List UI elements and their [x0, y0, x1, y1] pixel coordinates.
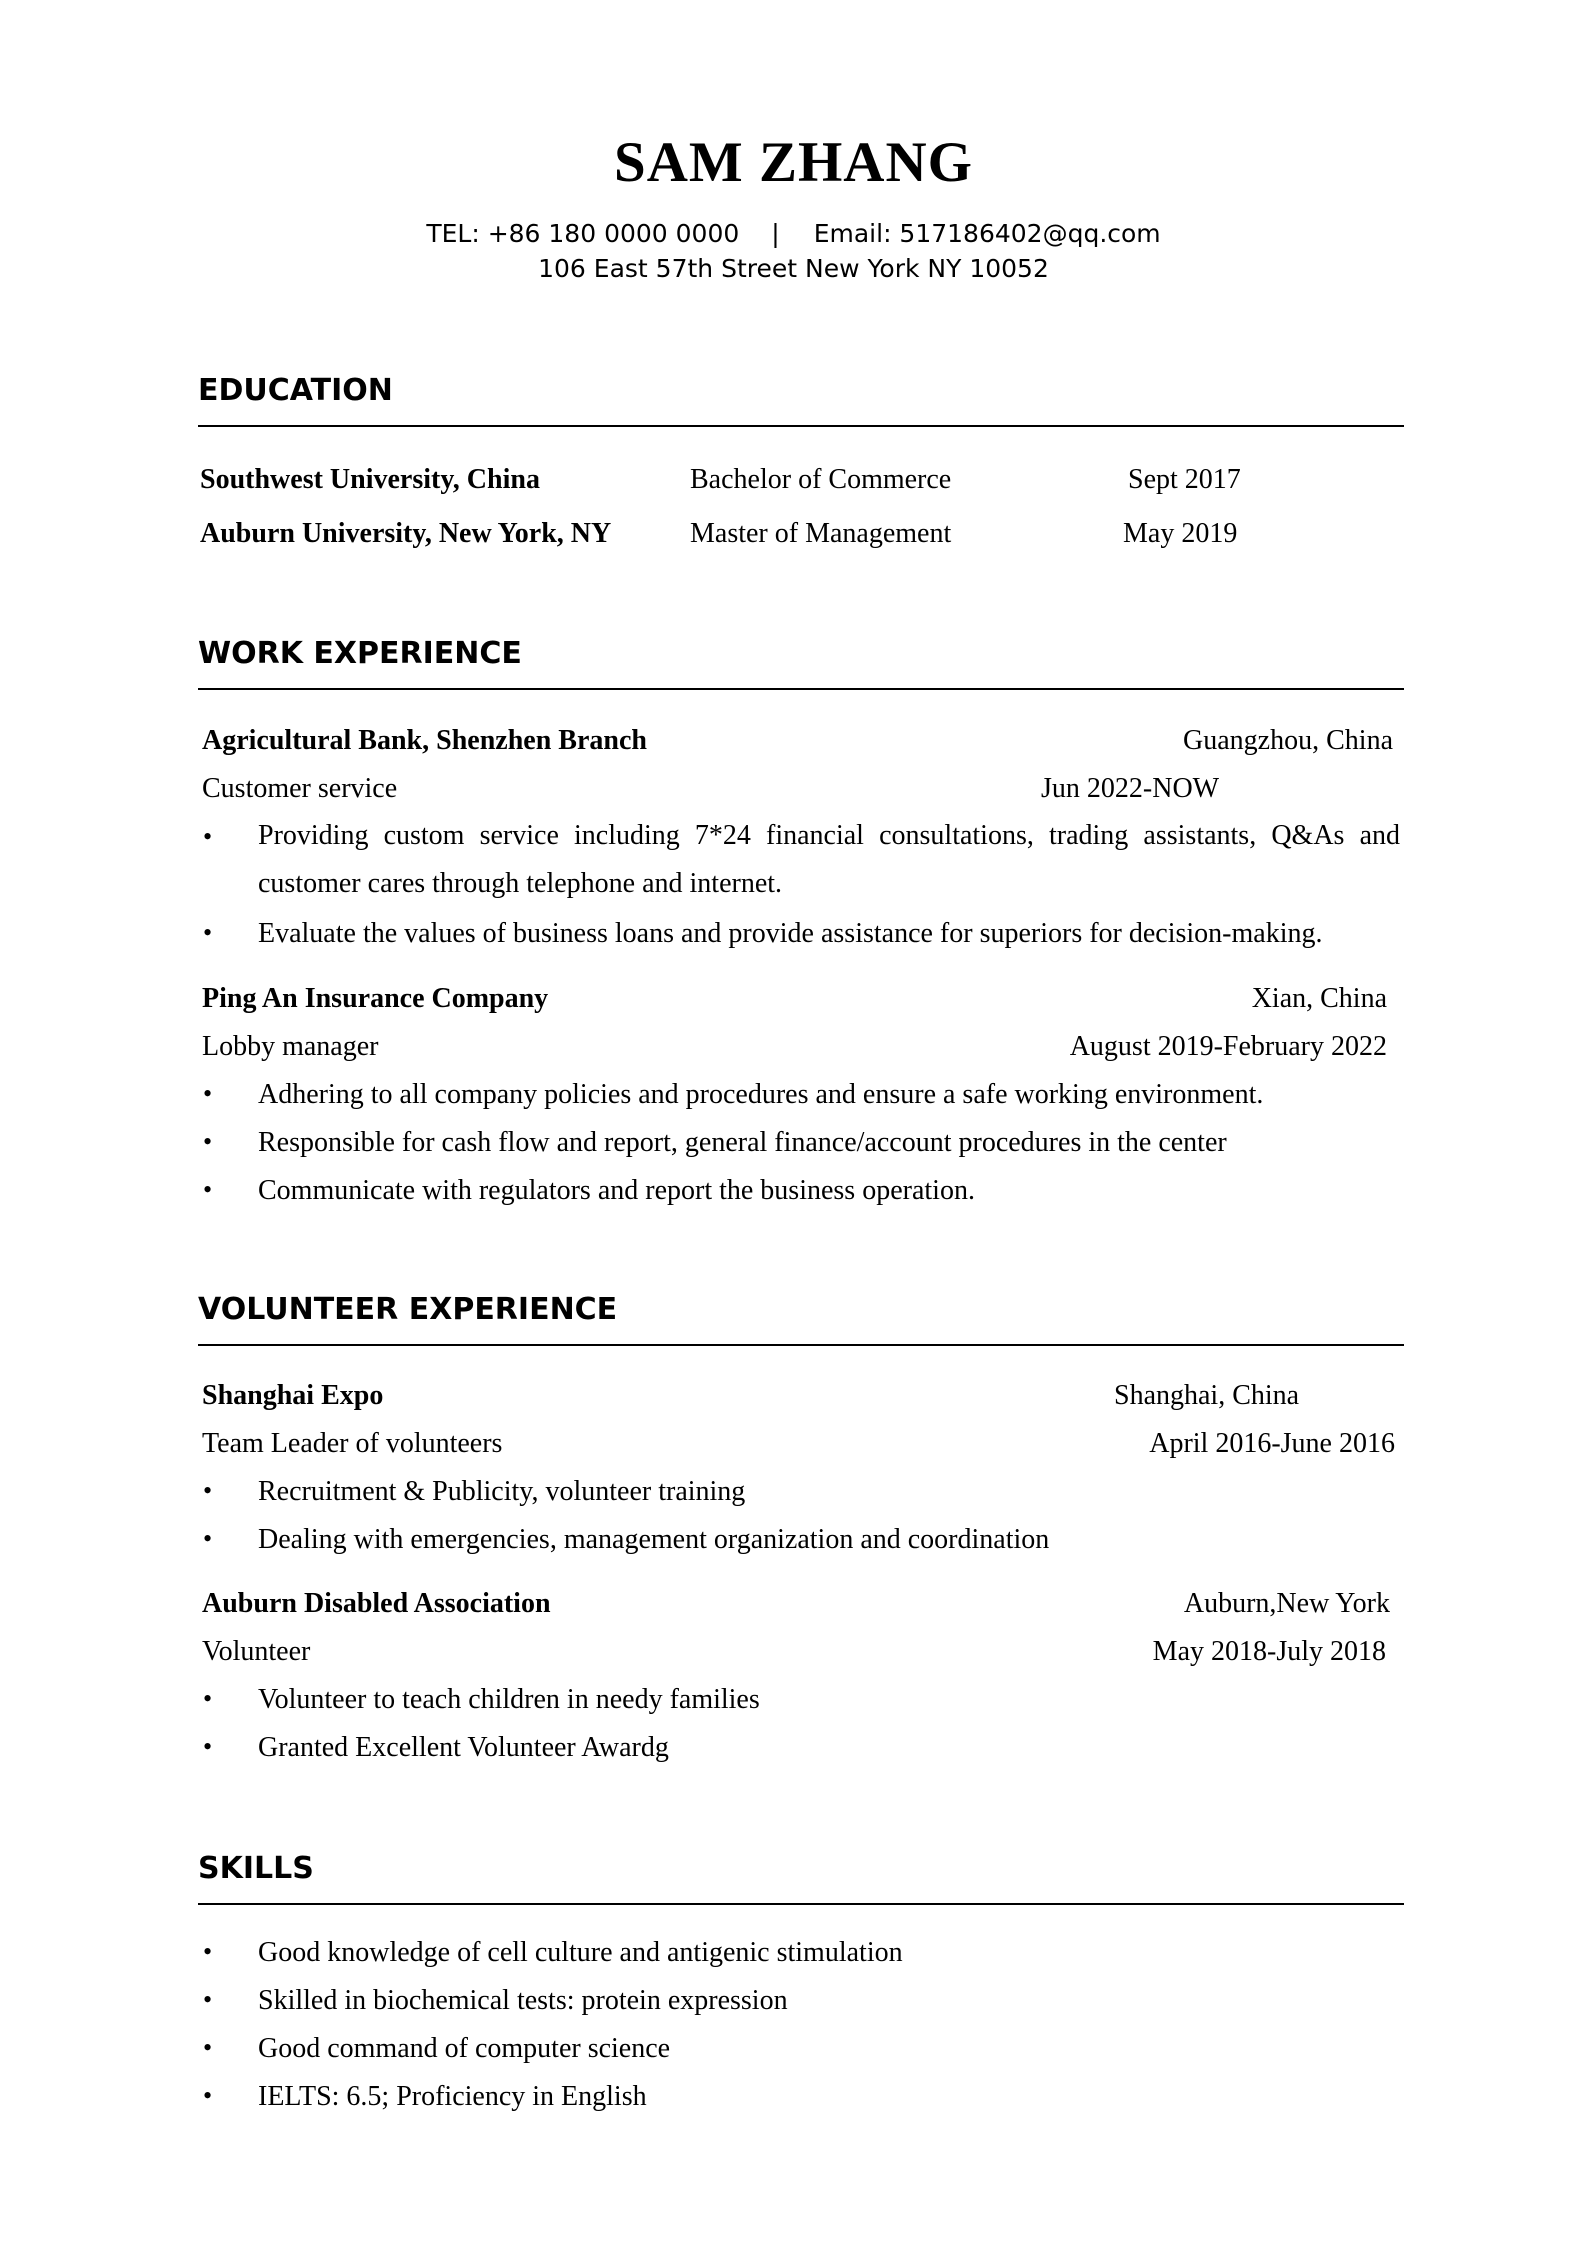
volunteer-bullet: Dealing with emergencies, management organization and coordination	[258, 1524, 1050, 1555]
education-date: May 2019	[1123, 518, 1238, 549]
bullet-icon: •	[203, 1476, 213, 1505]
bullet-icon: •	[203, 2081, 213, 2110]
job-bullet: Communicate with regulators and report the business operation.	[258, 1175, 975, 1206]
job-bullet: Adhering to all company policies and procedures and ensure a safe working environment.	[258, 1079, 1264, 1110]
volunteer-location: Auburn,New York	[1183, 1588, 1390, 1619]
volunteer-bullet: Granted Excellent Volunteer Awardg	[258, 1732, 669, 1763]
contact-line	[0, 219, 1587, 248]
bullet-icon: •	[203, 1079, 213, 1108]
skill-item: IELTS: 6.5; Proficiency in English	[258, 2081, 647, 2112]
volunteer-dates: April 2016-June 2016	[1149, 1428, 1395, 1459]
education-school: Auburn University, New York, NY	[200, 518, 612, 549]
street-address: 106 East 57th Street New York NY 10052	[538, 254, 1049, 283]
volunteer-location: Shanghai, China	[1114, 1380, 1300, 1411]
job-role: Customer service	[202, 773, 398, 804]
education-school: Southwest University, China	[200, 464, 540, 495]
job-role: Lobby manager	[202, 1031, 379, 1062]
bullet-icon: •	[203, 1175, 213, 1204]
job-location: Xian, China	[1251, 983, 1387, 1014]
section-divider	[198, 1344, 1404, 1346]
job-location: Guangzhou, China	[1183, 725, 1393, 756]
bullet-icon: •	[203, 918, 213, 947]
bullet-icon: •	[203, 822, 213, 851]
job-dates: August 2019-February 2022	[1069, 1031, 1387, 1062]
bullet-icon: •	[203, 1732, 213, 1761]
contact-separator: |	[771, 219, 780, 248]
education-heading: EDUCATION	[198, 373, 393, 408]
volunteer-bullet: Recruitment & Publicity, volunteer training	[258, 1476, 746, 1507]
skill-item: Good knowledge of cell culture and antigenic stimulation	[258, 1937, 903, 1968]
candidate-name: SAM ZHANG	[614, 131, 973, 194]
volunteer-bullet: Volunteer to teach children in needy families	[258, 1684, 760, 1715]
skill-item: Good command of computer science	[258, 2033, 671, 2064]
skill-item: Skilled in biochemical tests: protein expression	[258, 1985, 788, 2016]
skills-heading: SKILLS	[198, 1851, 314, 1886]
bullet-icon: •	[203, 1937, 213, 1966]
education-date: Sept 2017	[1128, 464, 1241, 495]
volunteer-org: Shanghai Expo	[202, 1380, 384, 1411]
bullet-icon: •	[203, 1127, 213, 1156]
volunteer-role: Team Leader of volunteers	[202, 1428, 503, 1459]
email-address: Email: 517186402@qq.com	[813, 219, 1161, 248]
bullet-icon: •	[203, 2033, 213, 2062]
volunteer-role: Volunteer	[202, 1636, 311, 1667]
job-bullet: Evaluate the values of business loans and provide assistance for superiors for decision-making.	[258, 918, 1323, 949]
volunteer-org: Auburn Disabled Association	[202, 1588, 551, 1619]
job-company: Ping An Insurance Company	[202, 983, 549, 1014]
bullet-icon: •	[203, 1985, 213, 2014]
job-dates: Jun 2022-NOW	[1041, 773, 1220, 804]
section-divider	[198, 1903, 1404, 1905]
job-bullet: Providing custom service including 7*24 financial consultations, trading assistants, Q&As and customer cares through telephone and internet.	[258, 820, 1400, 899]
volunteer-experience-heading: VOLUNTEER EXPERIENCE	[198, 1292, 618, 1327]
education-degree: Bachelor of Commerce	[690, 464, 952, 495]
bullet-icon: •	[203, 1684, 213, 1713]
section-divider	[198, 688, 1404, 690]
job-company: Agricultural Bank, Shenzhen Branch	[202, 725, 647, 756]
volunteer-dates: May 2018-July 2018	[1152, 1636, 1386, 1667]
bullet-icon: •	[203, 1524, 213, 1553]
section-divider	[198, 425, 1404, 427]
phone-number: TEL: +86 180 0000 0000	[426, 219, 740, 248]
education-degree: Master of Management	[690, 518, 952, 549]
job-bullet: Responsible for cash flow and report, general finance/account procedures in the center	[258, 1127, 1227, 1158]
work-experience-heading: WORK EXPERIENCE	[198, 636, 522, 671]
